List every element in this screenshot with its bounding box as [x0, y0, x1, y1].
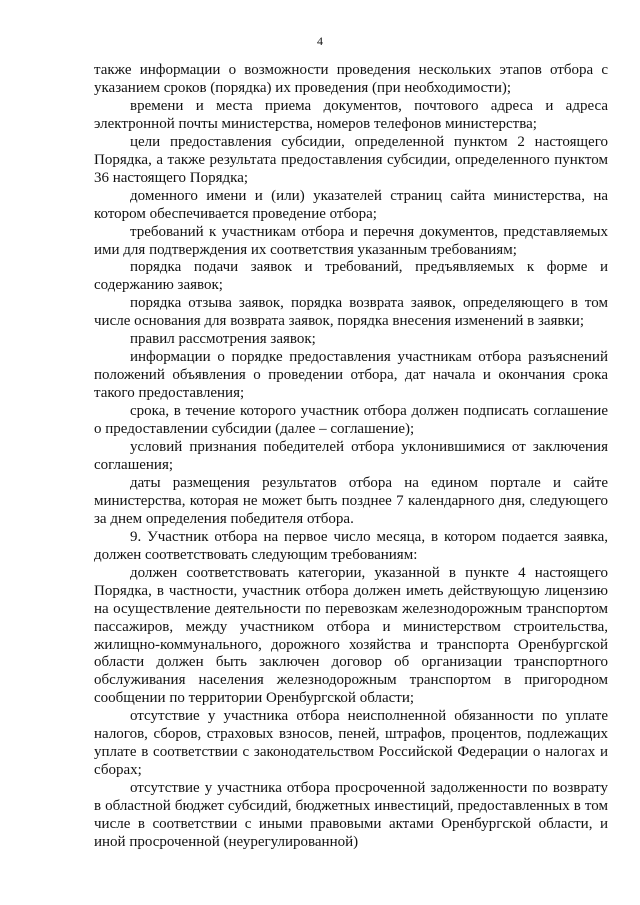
paragraph: времени и места приема документов, почтового адреса и адреса электронной почты министерства, номеров телефонов министерства; [94, 97, 608, 132]
paragraph: 9. Участник отбора на первое число месяца, в котором подается заявка, должен соответствовать следующим требованиям: [94, 528, 608, 563]
paragraph: также информации о возможности проведения нескольких этапов отбора с указанием сроков (порядка) их проведения (при необходимости); [94, 62, 608, 96]
paragraph: порядка подачи заявок и требований, предъявляемых к форме и содержанию заявок; [94, 259, 608, 294]
body-text [94, 62, 608, 852]
paragraph: цели предоставления субсидии, определенной пунктом 2 настоящего Порядка, а также результата предоставления субсидии, определенного пунктом 36 настоящего Порядка; [94, 133, 608, 186]
paragraph: информации о порядке предоставления участникам отбора разъяснений положений объявления о проведении отбора, дат начала и окончания срока такого предоставления; [94, 349, 608, 402]
paragraph: срока, в течение которого участник отбора должен подписать соглашение о предоставлении субсидии (далее – соглашение); [94, 403, 608, 438]
paragraph: даты размещения результатов отбора на едином портале и сайте министерства, которая не может быть позднее 7 календарного дня, следующего за днем определения победителя отбора. [94, 474, 608, 527]
paragraph: порядка отзыва заявок, порядка возврата заявок, определяющего в том числе основания для возврата заявок, порядка внесения изменений в заявки; [94, 295, 608, 330]
paragraph: отсутствие у участника отбора неисполненной обязанности по уплате налогов, сборов, страховых взносов, пеней, штрафов, процентов, подлежащих уплате в соответствии с законодательством Российской Федерации о налогах и сборах; [94, 708, 608, 779]
paragraph: условий признания победителей отбора уклонившимися от заключения соглашения; [94, 439, 608, 473]
paragraph: требований к участникам отбора и перечня документов, представляемых ими для подтверждения их соответствия указанным требованиям; [94, 223, 608, 258]
page-number: 4 [317, 34, 323, 48]
paragraph: должен соответствовать категории, указанной в пункте 4 настоящего Порядка, в частности, участник отбора должен иметь действующую лицензию на осуществление деятельности по перевозкам железнодорожным транспортом пассажиров, между участником отбора и министерством строительства, жилищно-коммунального, дорожного хозяйства и транспорта Оренбургской области должен быть заключен договор об организации транспортного обслуживания населения железнодорожным транспортом в пригородном сообщении по территории Оренбургской области; [94, 564, 608, 707]
paragraph: доменного имени и (или) указателей страниц сайта министерства, на котором обеспечивается проведение отбора; [94, 187, 608, 222]
paragraph: отсутствие у участника отбора просроченной задолженности по возврату в областной бюджет субсидий, бюджетных инвестиций, предоставленных в том числе в соответствии с иными правовыми актами Оренбургской области, и иной просроченной (неурегулированной) [94, 780, 608, 850]
paragraph: правил рассмотрения заявок; [130, 331, 316, 348]
